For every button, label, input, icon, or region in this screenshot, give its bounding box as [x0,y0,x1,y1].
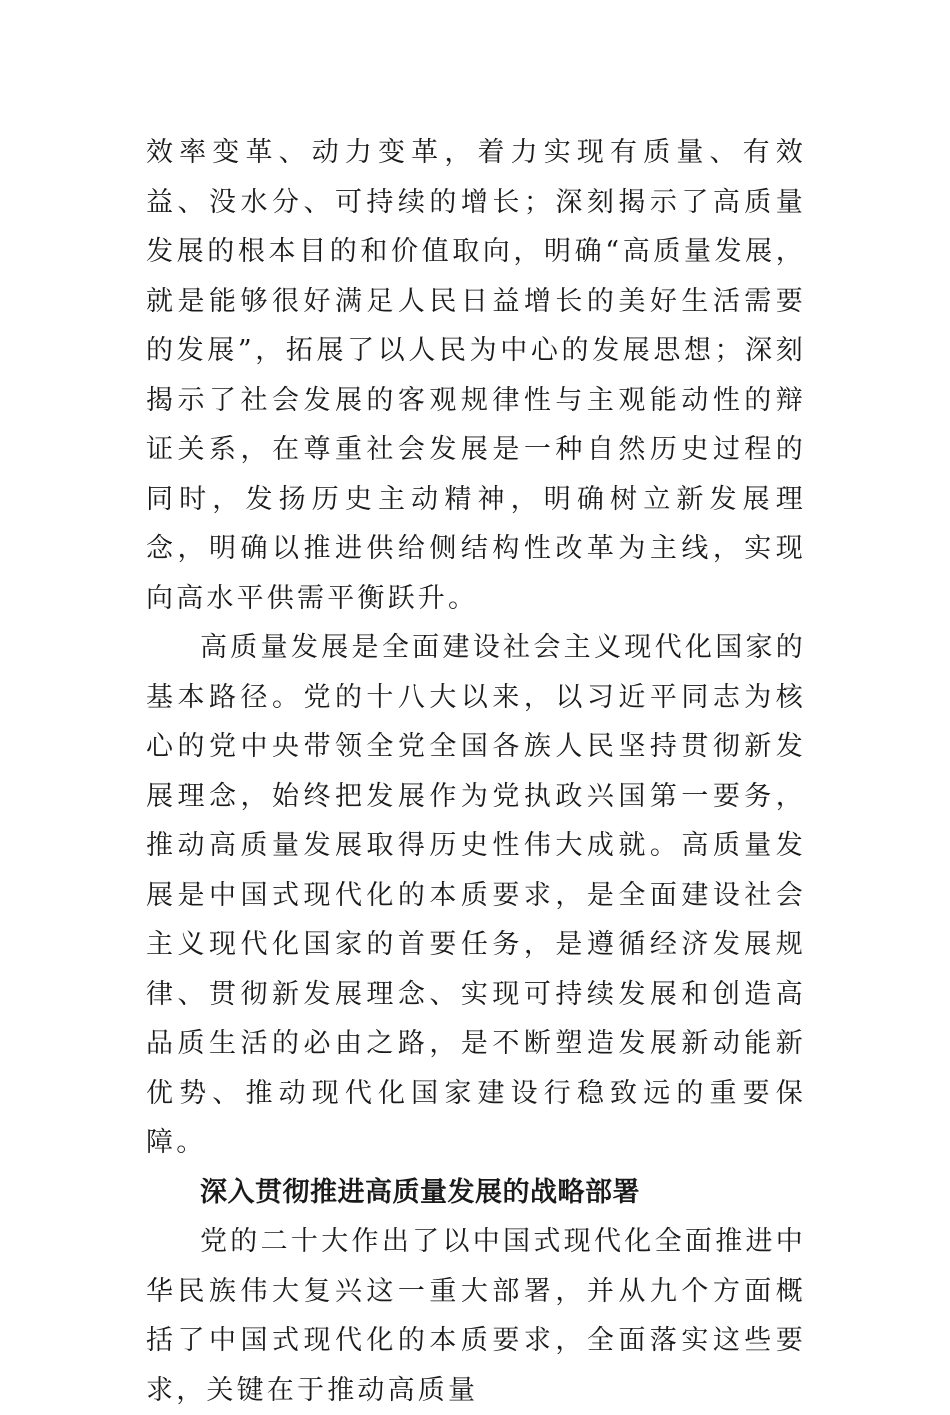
paragraph-high-quality-development-path: 高质量发展是全面建设社会主义现代化国家的基本路径。党的十八大以来，以习近平同志为核心的党中央带领全党全国各族人民坚持贯彻新发展理念，始终把发展作为党执政兴国第一要务，推动高质量发展取得历史性伟大成就。高质量发展是中国式现代化的本质要求，是全面建设社会主义现代化国家的首要任务，是遵循经济发展规律、贯彻新发展理念、实现可持续发展和创造高品质生活的必由之路，是不断塑造发展新动能新优势、推动现代化国家建设行稳致远的重要保障。 [146,632,806,1158]
paragraph-twentieth-congress: 党的二十大作出了以中国式现代化全面推进中华民族伟大复兴这一重大部署，并从九个方面概括了中国式现代化的本质要求，全面落实这些要求，关键在于推动高质量 [146,1226,806,1406]
paragraph-continuation: 效率变革、动力变革，着力实现有质量、有效益、没水分、可持续的增长；深刻揭示了高质量发展的根本目的和价值取向，明确“高质量发展，就是能够很好满足人民日益增长的美好生活需要的发展”，拓展了以人民为中心的发展思想；深刻揭示了社会发展的客观规律性与主观能动性的辩证关系，在尊重社会发展是一种自然历史过程的同时，发扬历史主动精神，明确树立新发展理念，明确以推进供给侧结构性改革为主线，实现向高水平供需平衡跃升。 [146,137,806,614]
section-heading: 深入贯彻推进高质量发展的战略部署 [200,1176,640,1208]
document-body [146,128,806,1415]
